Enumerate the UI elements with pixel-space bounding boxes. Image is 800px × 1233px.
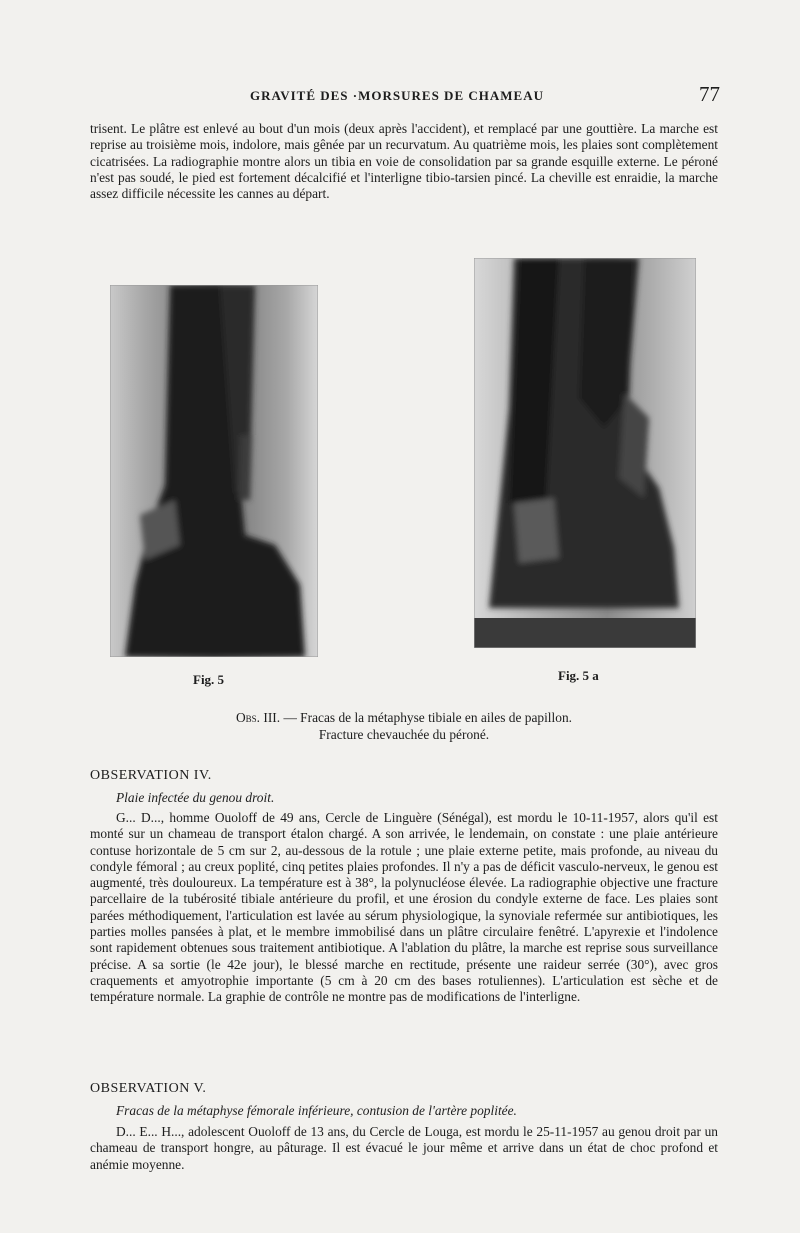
intro-paragraph: trisent. Le plâtre est enlevé au bout d'un mois (deux après l'accident), et remplacé par une gouttière. La marche est reprise au troisième mois, indolore, mais gênée par un recurvatum. Au quatrième mois, les plaies sont complètement cicatrisées. La radiographie montre alors un tibia en voie de consolidation par sa grande esquille externe. Le péroné n'est pas soudé, le pied est fortement décalcifié et l'interligne tibio-tarsien pincé. La cheville est enraidie, la marche assez difficile nécessite les cannes au départ. — [90, 121, 718, 202]
figure-5a-radiograph — [474, 258, 696, 648]
observation-iv-subtitle: Plaie infectée du genou droit. — [116, 790, 275, 805]
page-header — [90, 84, 720, 108]
page-number: 77 — [699, 82, 720, 106]
figure-caption-line-2: Fracture chevauchée du péroné. — [318, 727, 490, 742]
observation-v-subtitle: Fracas de la métaphyse fémorale inférieure, contusion de l'artère poplitée. — [116, 1103, 517, 1118]
figure-caption-line-1 — [90, 710, 718, 726]
figure-5-label: Fig. 5 — [193, 672, 225, 687]
running-title: GRAVITÉ DES ·MORSURES DE CHAMEAU — [250, 88, 544, 103]
caption-prefix: Obs. III. — [235, 710, 281, 725]
figure-5a-label: Fig. 5 a — [558, 668, 599, 683]
observation-v-heading: OBSERVATION V. — [90, 1081, 207, 1096]
xray-image-5a — [474, 258, 696, 648]
observation-v-body: D... E... H..., adolescent Ouoloff de 13 ans, du Cercle de Louga, est mordu le 25-11-1957 au genou droit par un chameau de transport hongre, au pâturage. Il est évacué le jour même et arrive dans un état de choc profond et anémie moyenne. — [90, 1124, 718, 1172]
caption-line-1-text: — Fracas de la métaphyse tibiale en ailes de papillon. — [280, 710, 572, 725]
figure-5-radiograph — [110, 285, 318, 657]
observation-iv-heading: OBSERVATION IV. — [90, 768, 212, 783]
observation-iv-body: G... D..., homme Ouoloff de 49 ans, Cercle de Linguère (Sénégal), est mordu le 10-11-1957, alors qu'il est monté sur un chameau de transport étalon chargé. A son arrivée, le lendemain, on constate : une plaie antérieure contuse horizontale de 5 cm sur 2, au-dessous de la rotule ; une plaie externe petite, mais profonde, au niveau du condyle fémoral ; au creux poplité, cinq petites plaies profondes. Il n'y a pas de déficit vasculo-nerveux, le genou est augmenté, très douloureux. La température est à 38°, la polynucléose élevée. La radiographie objective une fracture parcellaire de la tubérosité tibiale antérieure du profil, et une érosion du condyle externe de face. Les plaies sont parées méthodiquement, l'articulation est lavée au sérum physiologique, la synoviale refermée sur antibiotiques, les parties molles pansées à plat, et le membre immobilisé dans un plâtre circulaire fenêtré. L'apyrexie et l'indolence sont rapidement obtenues sous traitement antibiotique. A l'ablation du plâtre, la marche est reprise sous surveillance précise. A sa sortie (le 42e jour), le blessé marche en rectitude, présente une raideur serrée (30°), avec gros craquements et amyotrophie importante (5 cm à 20 cm des bases rotuliennes). L'articulation est sèche et de température normale. La graphie de contrôle ne montre pas de modifications de l'interligne. — [90, 810, 718, 1005]
xray-image-5 — [110, 285, 318, 657]
